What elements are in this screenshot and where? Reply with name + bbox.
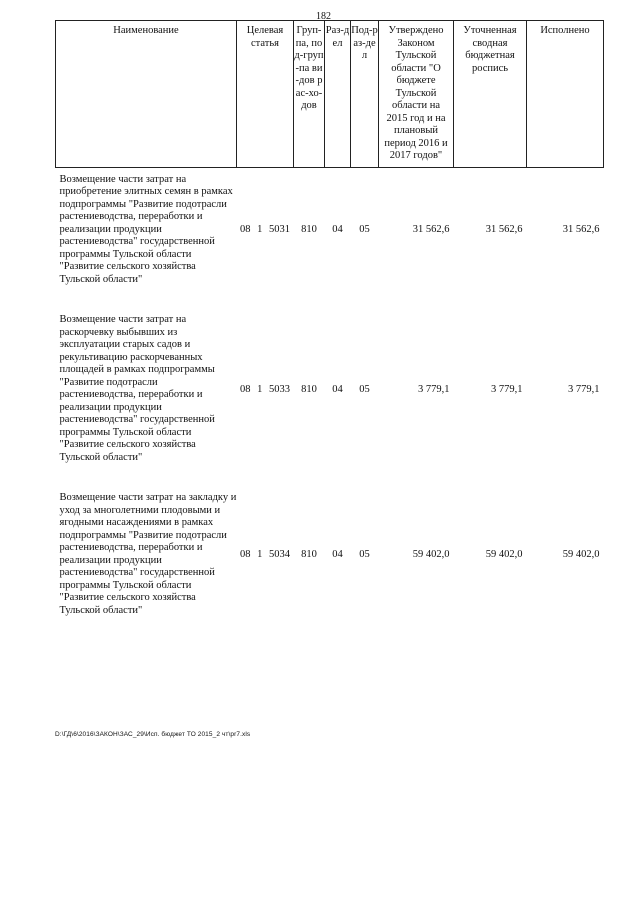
row-approved: 3 779,1: [418, 383, 450, 395]
row-group: 810: [301, 549, 317, 560]
header-refined: Уточненная сводная бюджетная роспись: [454, 21, 527, 168]
header-approved: Утверждено Законом Тульской области "О бюджете Тульской области на 2015 год и на плановый период 2016 и 2017 годов": [379, 21, 454, 168]
row-approved: 31 562,6: [412, 224, 450, 236]
row-executed: 3 779,1: [568, 383, 600, 395]
row-spacer: [56, 286, 604, 314]
header-subsection: Под-раз-дел: [351, 21, 379, 168]
row-code: 08 1 5034: [240, 549, 290, 560]
header-group: Груп-па, под-груп-па ви-дов рас-хо-дов: [294, 21, 325, 168]
row-refined: 3 779,1: [491, 383, 523, 395]
row-refined: 59 402,0: [485, 549, 523, 560]
table-header-row: [56, 21, 604, 168]
row-refined: 31 562,6: [485, 224, 523, 236]
row-spacer: [56, 464, 604, 492]
row-approved: 59 402,0: [412, 549, 450, 560]
header-section: Раз-дел: [325, 21, 351, 168]
row-group: 810: [301, 383, 317, 395]
row-section: 04: [332, 549, 343, 560]
row-name: Возмещение части затрат на раскорчевку выбывших из эксплуатации старых садов и рекультивацию раскорчеванных площадей в рамках подпрограммы "Развитие подотрасли растениеводства, переработки и реализации продукции растениеводства" государственной программы Тульской области "Развитие сельского хозяйства Тульской области": [59, 314, 215, 463]
header-code: Целевая статья: [237, 21, 294, 168]
row-executed: 59 402,0: [562, 549, 600, 560]
header-name: Наименование: [56, 21, 237, 168]
row-group: 810: [301, 224, 317, 236]
row-section: 04: [332, 383, 343, 395]
table-row: [56, 167, 604, 286]
budget-table: [55, 20, 604, 617]
header-executed: Исполнено: [527, 21, 604, 168]
file-path-footer: D:\ГД\6\2016\ЗАКОН\ЗАС_29\Исп. бюджет ТО 2015_2 чт\pr7.xls: [55, 731, 251, 738]
row-section: 04: [332, 224, 343, 236]
table-row: [56, 492, 604, 617]
row-code: 08 1 5031: [240, 224, 290, 236]
table-row: [56, 314, 604, 464]
row-subsection: 05: [359, 549, 370, 560]
row-executed: 31 562,6: [562, 224, 600, 236]
row-name: Возмещение части затрат на закладку и уход за многолетними плодовыми и ягодными насаждениями в рамках подпрограммы "Развитие подотрасли растениеводства, переработки и реализации продукции растениеводства" государственной программы Тульской области "Развитие сельского хозяйства Тульской области": [59, 492, 237, 616]
row-subsection: 05: [359, 383, 370, 395]
row-name: Возмещение части затрат на приобретение элитных семян в рамках подпрограммы "Развитие подотрасли растениеводства, переработки и реализации продукции растениеводства" государственной программы Тульской области "Развитие сельского хозяйства Тульской области": [59, 173, 233, 285]
row-subsection: 05: [359, 224, 370, 236]
page-number: 182: [316, 11, 331, 22]
row-code: 08 1 5033: [240, 383, 290, 395]
